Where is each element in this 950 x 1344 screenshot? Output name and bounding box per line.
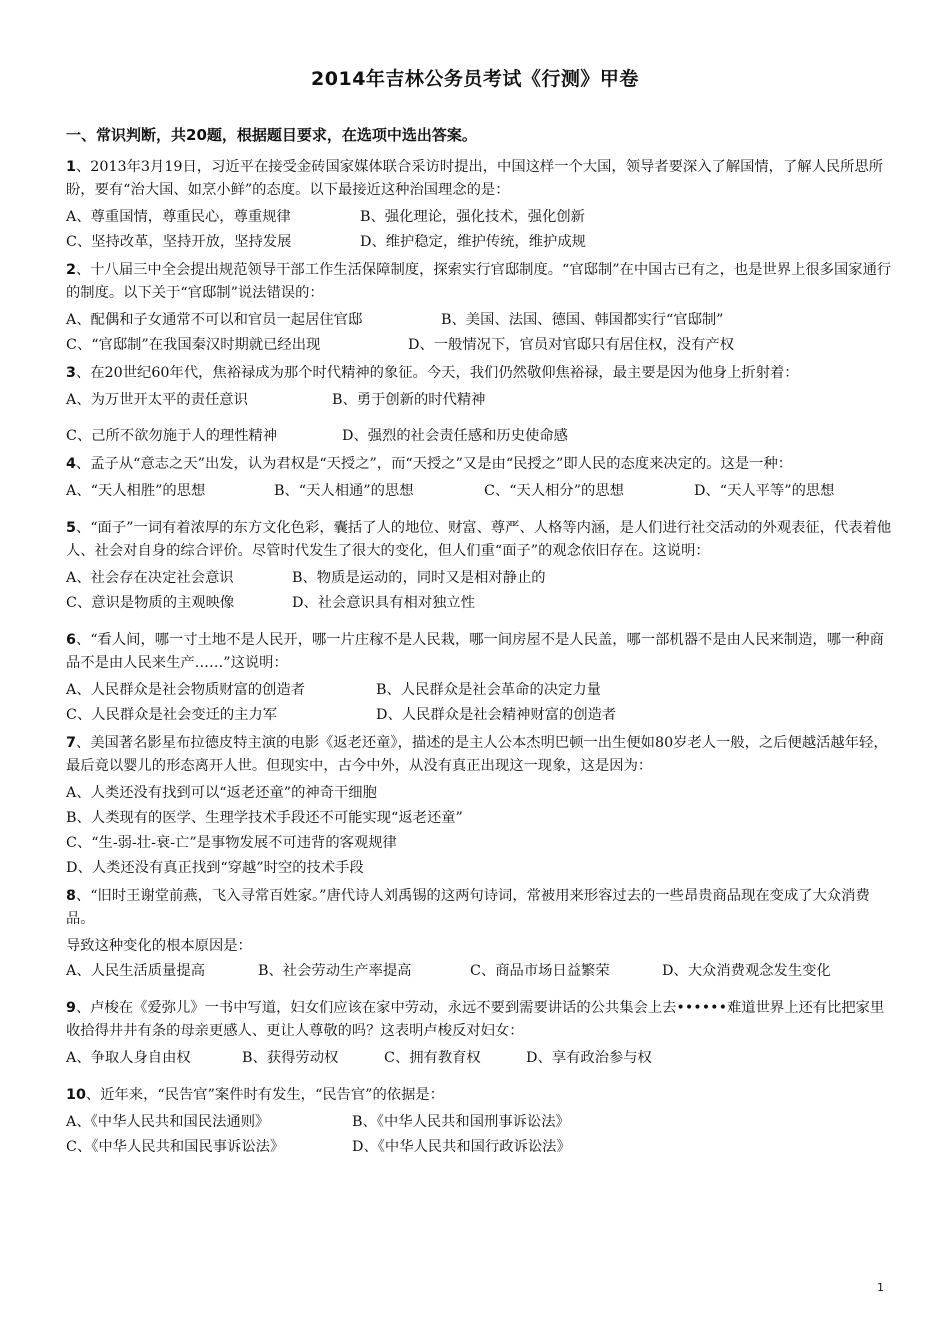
option-c: C、意识是物质的主观映像 [66,595,235,611]
question-stem [66,885,892,931]
question-number: 4 [66,456,76,472]
section-heading: 一、常识判断，共20题，根据题目要求，在选项中选出答案。 [66,126,477,144]
question-text: 、孟子从“意志之天”出发，认为君权是“天授之”，而“天授之”又是由“民授之”即人民的态度来决定的。这是一种： [75,456,793,472]
option-c: C、己所不欲勿施于人的理性精神 [66,428,278,444]
option-a: A、“天人相胜”的思想 [66,483,206,499]
option-d: D、大众消费观念发生变化 [662,963,831,979]
page-number: 1 [877,1281,884,1294]
question-list [66,156,892,1160]
question-text: 、十八届三中全会提出规范领导干部工作生活保障制度，探索实行官邸制度。“官邸制”在中国古已有之，也是世界上很多国家通行的制度。以下关于“官邸制”说法错误的： [66,262,892,301]
option-a: A、争取人身自由权 [66,1050,191,1066]
option-b: B、美国、法国、德国、韩国都实行“官邸制” [441,312,724,328]
option-c: C、“生-弱-壮-衰-亡”是事物发展不可违背的客观规律 [66,835,397,851]
question-options [66,1110,892,1160]
question-stem [66,362,892,385]
option-a: A、为万世开太平的责任意识 [66,392,248,408]
question-text: 、在20世纪60年代，焦裕禄成为那个时代精神的象征。今天，我们仍然敬仰焦裕禄，最主要是因为他身上折射着： [75,365,799,381]
option-a: A、人民群众是社会物质财富的创造者 [66,682,306,698]
option-a: A、《中华人民共和国民法通则》 [66,1114,270,1130]
option-d: D、人类还没有真正找到“穿越”时空的技术手段 [66,860,364,876]
question-stem [66,453,892,476]
option-b: B、勇于创新的时代精神 [332,392,486,408]
option-b: B、物质是运动的，同时又是相对静止的 [292,570,546,586]
option-a: A、社会存在决定社会意识 [66,570,234,586]
question-text: 、美国著名影星布拉德皮特主演的电影《返老还童》，描述的是主人公本杰明巴顿一出生便如80岁老人一般，之后便越活越年轻，最后竟以婴儿的形态离开人世。但现实中，古今中外，从没有真正出现这一现象，这是因为： [66,735,888,774]
question-stem [66,259,892,305]
question-options [66,678,892,728]
question-number: 5 [66,520,76,536]
question-7 [66,732,892,881]
question-options [66,479,892,504]
question-options [66,1046,892,1071]
option-b: B、获得劳动权 [242,1050,339,1066]
question-number: 3 [66,365,76,381]
option-b: B、人类现有的医学、生理学技术手段还不可能实现“返老还童” [66,810,463,826]
question-stem [66,517,892,563]
option-b: B、人民群众是社会革命的决定力量 [376,682,601,698]
option-a: A、尊重国情，尊重民心，尊重规律 [66,209,291,225]
question-options [66,308,892,358]
question-text: 、卢梭在《爱弥儿》一书中写道，妇女们应该在家中劳动，永远不要到需要讲话的公共集会上去••••••难道世界上还有比把家里收拾得井井有条的母亲更感人、更让人尊敬的吗？这表明卢梭反对妇女： [66,1000,885,1039]
question-number: 7 [66,735,76,751]
option-a: A、人民生活质量提高 [66,963,205,979]
question-number: 6 [66,632,76,648]
question-5 [66,517,892,616]
option-a: A、配偶和子女通常不可以和官员一起居住官邸 [66,312,363,328]
option-b: B、《中华人民共和国刑事诉讼法》 [352,1114,570,1130]
option-c: C、《中华人民共和国民事诉讼法》 [66,1139,285,1155]
question-number: 10 [66,1087,86,1103]
question-options [66,934,892,984]
option-c: C、“天人相分”的思想 [484,483,624,499]
option-d: D、维护稳定，维护传统，维护成规 [360,234,586,250]
option-d: D、享有政治参与权 [526,1050,652,1066]
question-number: 8 [66,888,76,904]
option-d: D、社会意识具有相对独立性 [292,595,476,611]
question-4 [66,453,892,504]
option-d: D、“天人平等”的思想 [694,483,835,499]
option-d: D、强烈的社会责任感和历史使命感 [342,428,568,444]
question-3 [66,362,892,449]
option-c: C、商品市场日益繁荣 [470,963,610,979]
question-number: 9 [66,1000,76,1016]
question-text: 、近年来，“民告官”案件时有发生，“民告官”的依据是： [85,1087,444,1103]
question-number: 2 [66,262,76,278]
question-text: 、“看人间，哪一寸土地不是人民开，哪一片庄稼不是人民栽，哪一间房屋不是人民盖，哪一部机器不是由人民来制造，哪一种商品不是由人民来生产……”这说明： [66,632,884,671]
question-text: 、“面子”一词有着浓厚的东方文化色彩，囊括了人的地位、财富、尊严、人格等内涵，是人们进行社交活动的外观表征，代表着他人、社会对自身的综合评价。尽管时代发生了很大的变化，但人们重“面子”的观念依旧存在。这说明： [66,520,892,559]
question-2 [66,259,892,358]
question-stem [66,629,892,675]
option-c: C、坚持改革，坚持开放，坚持发展 [66,234,292,250]
document-title: 2014年吉林公务员考试《行测》甲卷 [311,68,639,90]
question-options [66,566,892,616]
option-a: A、人类还没有找到可以“返老还童”的神奇干细胞 [66,785,377,801]
question-stem [66,997,892,1043]
question-8 [66,885,892,984]
question-10 [66,1084,892,1160]
option-c: C、人民群众是社会变迁的主力军 [66,707,278,723]
question-number: 1 [66,159,76,175]
option-b: B、“天人相通”的思想 [274,483,414,499]
question-options [66,205,892,255]
question-stem [66,732,892,778]
option-d: D、人民群众是社会精神财富的创造者 [376,707,617,723]
question-1 [66,156,892,255]
option-c: C、“官邸制”在我国秦汉时期就已经出现 [66,337,321,353]
question-stem [66,1084,892,1107]
question-9 [66,997,892,1071]
question-6 [66,629,892,728]
question-options [66,388,892,449]
question-text: 、“旧时王谢堂前燕，飞入寻常百姓家。”唐代诗人刘禹锡的这两句诗词，常被用来形容过去的一些昂贵商品现在变成了大众消费品。 [66,888,870,927]
option-c: C、拥有教育权 [384,1050,481,1066]
option-d: D、《中华人民共和国行政诉讼法》 [352,1139,571,1155]
question-stem [66,156,892,202]
question-subtext: 导致这种变化的根本原因是： [66,938,252,954]
question-text: 、2013年3月19日，习近平在接受金砖国家媒体联合采访时提出，中国这样一个大国，领导者要深入了解国情，了解人民所思所盼，要有“治大国、如烹小鲜”的态度。以下最接近这种治国理念的是： [66,159,884,198]
option-d: D、一般情况下，官员对官邸只有居住权，没有产权 [408,337,734,353]
question-options [66,781,892,881]
option-b: B、社会劳动生产率提高 [258,963,412,979]
option-b: B、强化理论，强化技术，强化创新 [360,209,585,225]
